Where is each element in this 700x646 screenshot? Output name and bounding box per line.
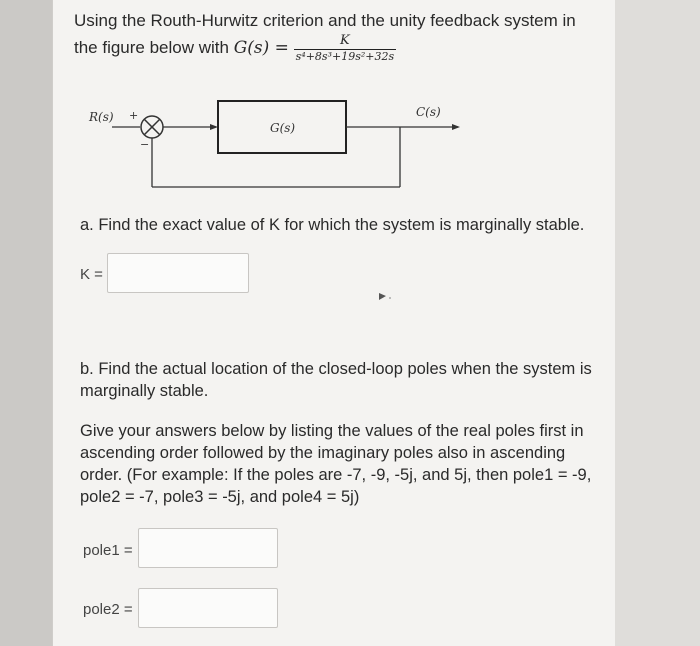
intro-line-2 [74,33,576,64]
question-intro [74,8,576,64]
background-right-edge [615,0,700,646]
plus-sign: + [129,109,139,122]
minus-sign: − [140,138,150,151]
pole1-input[interactable] [138,528,278,568]
k-input[interactable] [107,253,249,293]
part-a-prompt: a. Find the exact value of K for which the system is marginally stable. [80,216,585,234]
tf-denominator: s⁴+8s³+19s²+32s [295,50,395,63]
intro-line-1: Using the Routh-Hurwitz criterion and the unity feedback system in [74,11,576,30]
input-label: R(s) [89,110,114,124]
tf-numerator: K [294,33,396,50]
block-diagram [82,92,482,197]
k-label: K = [80,266,103,283]
transfer-function-lhs: G(s) = [233,37,289,58]
block-label: G(s) [270,121,296,135]
mouse-cursor-icon [379,292,393,302]
pole1-label: pole1 = [83,542,133,559]
background-left-edge [0,0,52,646]
transfer-function-fraction [294,33,396,64]
part-b-instructions: Give your answers below by listing the values of the real poles first in ascending order followed by the imaginary poles also in ascending order. (For example: If the poles are -7, -9, -5j, and 5j, then pole1 = -9, pole2 = -7, pole3 = -5j, and pole4 = 5j) [80,422,592,506]
output-label: C(s) [416,105,441,119]
part-b-prompt: b. Find the actual location of the closed-loop poles when the system is marginally stable. [80,360,592,400]
forward-arrow-icon [210,124,218,130]
intro-line-2-prefix: the figure below with [74,37,234,57]
output-arrow-icon [452,124,460,130]
pole2-label: pole2 = [83,601,133,618]
pole2-input[interactable] [138,588,278,628]
